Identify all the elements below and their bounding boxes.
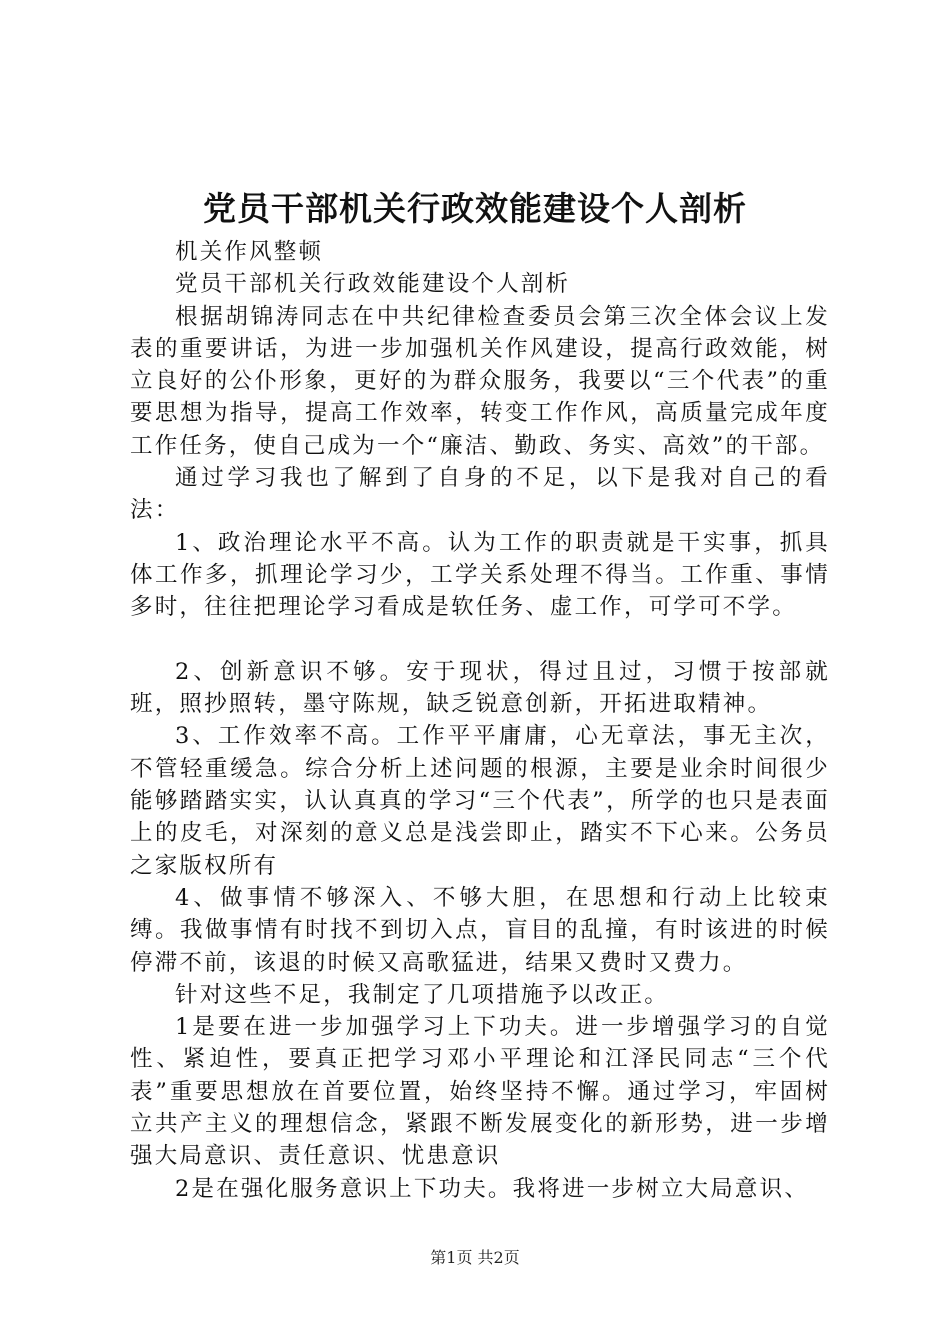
paragraph: 4、做事情不够深入、不够大胆，在思想和行动上比较束缚。我做事情有时找不到切入点，盲目的乱撞，有时该进的时候停滞不前，该退的时候又高歌猛进，结果又费时又费力。 [130, 884, 830, 976]
paragraph: 根据胡锦涛同志在中共纪律检查委员会第三次全体会议上发表的重要讲话，为进一步加强机关作风建设，提高行政效能，树立良好的公仆形象，更好的为群众服务，我要以“三个代表”的重要思想为指导，提高工作效率，转变工作作风，高质量完成年度工作任务，使自己成为一个“廉洁、勤政、务实、高效”的干部。 [130, 303, 830, 459]
paragraph: 1是要在进一步加强学习上下功夫。进一步增强学习的自觉性、紧迫性，要真正把学习邓小平理论和江泽民同志“三个代表”重要思想放在首要位置，始终坚持不懈。通过学习，牢固树立共产主义的理想信念，紧跟不断发展变化的新形势，进一步增强大局意识、责任意识、忧患意识 [130, 1014, 830, 1170]
paragraph: 机关作风整顿 [175, 239, 324, 265]
paragraph: 2是在强化服务意识上下功夫。我将进一步树立大局意识、 [175, 1175, 810, 1202]
document-title: 党员干部机关行政效能建设个人剖析 [203, 189, 747, 228]
page-number: 第1页 共2页 [430, 1248, 520, 1267]
paragraph: 针对这些不足，我制定了几项措施予以改正。 [175, 981, 670, 1008]
document-body [130, 236, 830, 1205]
paragraph: 3、工作效率不高。工作平平庸庸，心无章法，事无主次，不管轻重缓急。综合分析上述问题的根源，主要是业余时间很少能够踏踏实实，认认真真的学习“三个代表”，所学的也只是表面上的皮毛，对深刻的意义总是浅尝即止，踏实不下心来。公务员之家版权所有 [130, 723, 830, 879]
paragraph: 2、创新意识不够。安于现状，得过且过，习惯于按部就班，照抄照转，墨守陈规，缺乏锐意创新，开拓进取精神。 [130, 658, 830, 718]
paragraph: 通过学习我也了解到了自身的不足，以下是我对自己的看法： [130, 465, 830, 524]
paragraph: 党员干部机关行政效能建设个人剖析 [175, 271, 571, 298]
paragraph: 1、政治理论水平不高。认为工作的职责就是干实事，抓具体工作多，抓理论学习少，工学关系处理不得当。工作重、事情多时，往往把理论学习看成是软任务、虚工作，可学可不学。 [130, 529, 830, 621]
